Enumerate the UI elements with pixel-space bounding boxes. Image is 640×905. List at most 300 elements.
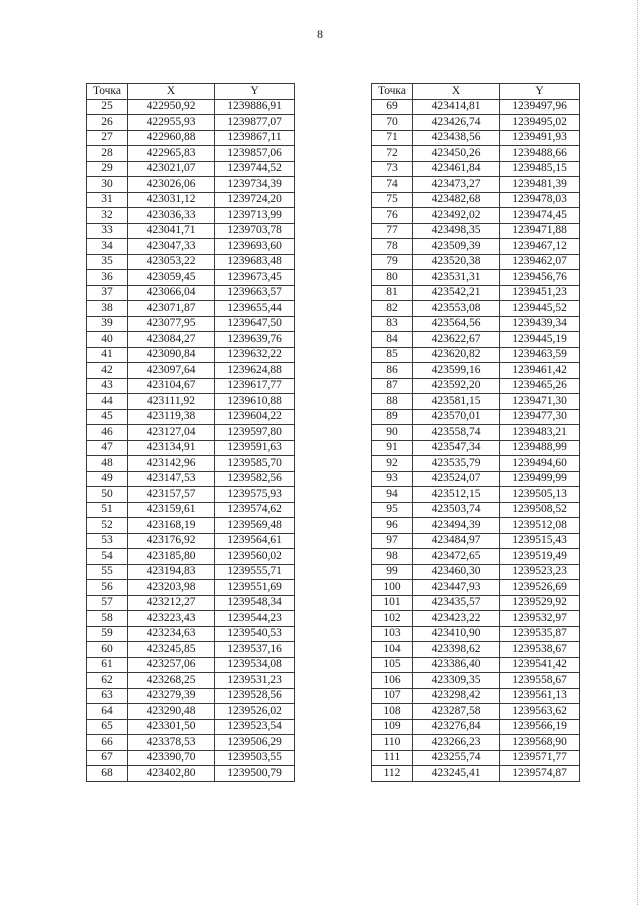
point-cell: 82 xyxy=(372,301,413,317)
table-row xyxy=(87,146,295,162)
point-cell: 25 xyxy=(87,99,128,115)
x-cell: 423509,39 xyxy=(413,239,500,255)
x-cell: 423298,42 xyxy=(413,688,500,704)
x-cell: 423512,15 xyxy=(413,487,500,503)
table-row xyxy=(372,704,580,720)
y-cell: 1239499,99 xyxy=(500,471,580,487)
y-cell: 1239574,87 xyxy=(500,766,580,782)
table-row xyxy=(87,487,295,503)
table-row xyxy=(372,611,580,627)
y-cell: 1239515,43 xyxy=(500,533,580,549)
y-cell: 1239575,93 xyxy=(215,487,295,503)
table-row xyxy=(372,347,580,363)
y-cell: 1239523,54 xyxy=(215,719,295,735)
x-cell: 423438,56 xyxy=(413,130,500,146)
x-cell: 423524,07 xyxy=(413,471,500,487)
x-cell: 423423,22 xyxy=(413,611,500,627)
table-row xyxy=(87,378,295,394)
table-row xyxy=(372,642,580,658)
point-cell: 74 xyxy=(372,177,413,193)
point-cell: 29 xyxy=(87,161,128,177)
x-cell: 423498,35 xyxy=(413,223,500,239)
point-cell: 107 xyxy=(372,688,413,704)
y-cell: 1239574,62 xyxy=(215,502,295,518)
x-cell: 423168,19 xyxy=(128,518,215,534)
point-cell: 32 xyxy=(87,208,128,224)
point-cell: 94 xyxy=(372,487,413,503)
y-cell: 1239683,48 xyxy=(215,254,295,270)
table-row xyxy=(372,285,580,301)
y-cell: 1239481,39 xyxy=(500,177,580,193)
y-cell: 1239571,77 xyxy=(500,750,580,766)
table-row xyxy=(372,735,580,751)
point-cell: 41 xyxy=(87,347,128,363)
x-cell: 423473,27 xyxy=(413,177,500,193)
x-cell: 423542,21 xyxy=(413,285,500,301)
table-row xyxy=(87,564,295,580)
y-cell: 1239462,07 xyxy=(500,254,580,270)
x-cell: 423047,33 xyxy=(128,239,215,255)
x-cell: 423147,53 xyxy=(128,471,215,487)
x-cell: 423492,02 xyxy=(413,208,500,224)
table-row xyxy=(87,611,295,627)
y-cell: 1239528,56 xyxy=(215,688,295,704)
y-cell: 1239485,15 xyxy=(500,161,580,177)
table-row xyxy=(372,766,580,782)
x-cell: 423041,71 xyxy=(128,223,215,239)
x-cell: 423119,38 xyxy=(128,409,215,425)
x-cell: 423287,58 xyxy=(413,704,500,720)
y-cell: 1239604,22 xyxy=(215,409,295,425)
y-cell: 1239558,67 xyxy=(500,673,580,689)
x-cell: 423494,39 xyxy=(413,518,500,534)
table-row xyxy=(87,750,295,766)
point-cell: 87 xyxy=(372,378,413,394)
x-cell: 423212,27 xyxy=(128,595,215,611)
table-row xyxy=(372,657,580,673)
x-cell: 423435,57 xyxy=(413,595,500,611)
x-cell: 423472,65 xyxy=(413,549,500,565)
x-cell: 423053,22 xyxy=(128,254,215,270)
point-cell: 38 xyxy=(87,301,128,317)
point-cell: 91 xyxy=(372,440,413,456)
x-cell: 423276,84 xyxy=(413,719,500,735)
point-cell: 64 xyxy=(87,704,128,720)
table-row xyxy=(87,177,295,193)
x-cell: 422955,93 xyxy=(128,115,215,131)
y-cell: 1239483,21 xyxy=(500,425,580,441)
point-cell: 33 xyxy=(87,223,128,239)
point-cell: 58 xyxy=(87,611,128,627)
point-cell: 39 xyxy=(87,316,128,332)
table-row xyxy=(372,363,580,379)
y-cell: 1239526,02 xyxy=(215,704,295,720)
x-cell: 423570,01 xyxy=(413,409,500,425)
x-cell: 423531,31 xyxy=(413,270,500,286)
point-cell: 26 xyxy=(87,115,128,131)
point-cell: 57 xyxy=(87,595,128,611)
x-cell: 423378,53 xyxy=(128,735,215,751)
y-cell: 1239471,30 xyxy=(500,394,580,410)
table-row xyxy=(372,130,580,146)
y-cell: 1239564,61 xyxy=(215,533,295,549)
y-cell: 1239673,45 xyxy=(215,270,295,286)
point-cell: 89 xyxy=(372,409,413,425)
x-cell: 423090,84 xyxy=(128,347,215,363)
point-cell: 103 xyxy=(372,626,413,642)
y-cell: 1239445,52 xyxy=(500,301,580,317)
table-row xyxy=(87,363,295,379)
table-row xyxy=(372,177,580,193)
x-cell: 423503,74 xyxy=(413,502,500,518)
table-row xyxy=(87,688,295,704)
y-cell: 1239445,19 xyxy=(500,332,580,348)
point-cell: 49 xyxy=(87,471,128,487)
table-row xyxy=(87,301,295,317)
table-row xyxy=(372,518,580,534)
header-y: Y xyxy=(500,84,580,100)
point-cell: 68 xyxy=(87,766,128,782)
table-row xyxy=(87,502,295,518)
x-cell: 423599,16 xyxy=(413,363,500,379)
table-row xyxy=(87,347,295,363)
y-cell: 1239713,99 xyxy=(215,208,295,224)
point-cell: 27 xyxy=(87,130,128,146)
table-header-row xyxy=(372,84,580,100)
table-row xyxy=(372,719,580,735)
x-cell: 423059,45 xyxy=(128,270,215,286)
y-cell: 1239463,59 xyxy=(500,347,580,363)
table-row xyxy=(372,254,580,270)
page-number: 8 xyxy=(317,27,323,41)
table-row xyxy=(372,99,580,115)
header-point: Точка xyxy=(372,84,413,100)
y-cell: 1239488,99 xyxy=(500,440,580,456)
table-row xyxy=(87,425,295,441)
point-cell: 79 xyxy=(372,254,413,270)
y-cell: 1239491,93 xyxy=(500,130,580,146)
x-cell: 423127,04 xyxy=(128,425,215,441)
y-cell: 1239561,13 xyxy=(500,688,580,704)
x-cell: 423414,81 xyxy=(413,99,500,115)
point-cell: 51 xyxy=(87,502,128,518)
table-row xyxy=(372,564,580,580)
x-cell: 423111,92 xyxy=(128,394,215,410)
point-cell: 67 xyxy=(87,750,128,766)
point-cell: 111 xyxy=(372,750,413,766)
table-row xyxy=(87,115,295,131)
y-cell: 1239585,70 xyxy=(215,456,295,472)
table-row xyxy=(87,409,295,425)
point-cell: 101 xyxy=(372,595,413,611)
y-cell: 1239535,87 xyxy=(500,626,580,642)
point-cell: 56 xyxy=(87,580,128,596)
x-cell: 423447,93 xyxy=(413,580,500,596)
x-cell: 423301,50 xyxy=(128,719,215,735)
y-cell: 1239500,79 xyxy=(215,766,295,782)
y-cell: 1239538,67 xyxy=(500,642,580,658)
point-cell: 83 xyxy=(372,316,413,332)
table-row xyxy=(372,688,580,704)
y-cell: 1239471,88 xyxy=(500,223,580,239)
y-cell: 1239610,88 xyxy=(215,394,295,410)
y-cell: 1239639,76 xyxy=(215,332,295,348)
table-row xyxy=(372,471,580,487)
x-cell: 423460,30 xyxy=(413,564,500,580)
point-cell: 36 xyxy=(87,270,128,286)
y-cell: 1239534,08 xyxy=(215,657,295,673)
point-cell: 90 xyxy=(372,425,413,441)
y-cell: 1239505,13 xyxy=(500,487,580,503)
y-cell: 1239519,49 xyxy=(500,549,580,565)
x-cell: 423402,80 xyxy=(128,766,215,782)
x-cell: 422950,92 xyxy=(128,99,215,115)
y-cell: 1239551,69 xyxy=(215,580,295,596)
x-cell: 423245,41 xyxy=(413,766,500,782)
point-cell: 28 xyxy=(87,146,128,162)
y-cell: 1239555,71 xyxy=(215,564,295,580)
y-cell: 1239597,80 xyxy=(215,425,295,441)
y-cell: 1239494,60 xyxy=(500,456,580,472)
table-row xyxy=(372,223,580,239)
y-cell: 1239724,20 xyxy=(215,192,295,208)
point-cell: 112 xyxy=(372,766,413,782)
table-row xyxy=(87,316,295,332)
point-cell: 54 xyxy=(87,549,128,565)
x-cell: 423134,91 xyxy=(128,440,215,456)
table-row xyxy=(87,239,295,255)
point-cell: 72 xyxy=(372,146,413,162)
point-cell: 60 xyxy=(87,642,128,658)
table-row xyxy=(372,533,580,549)
point-cell: 78 xyxy=(372,239,413,255)
table-row xyxy=(87,471,295,487)
header-x: X xyxy=(413,84,500,100)
y-cell: 1239497,96 xyxy=(500,99,580,115)
y-cell: 1239655,44 xyxy=(215,301,295,317)
x-cell: 423520,38 xyxy=(413,254,500,270)
point-cell: 62 xyxy=(87,673,128,689)
table-row xyxy=(372,409,580,425)
point-cell: 88 xyxy=(372,394,413,410)
table-row xyxy=(372,239,580,255)
x-cell: 423084,27 xyxy=(128,332,215,348)
point-cell: 86 xyxy=(372,363,413,379)
point-cell: 71 xyxy=(372,130,413,146)
point-cell: 59 xyxy=(87,626,128,642)
x-cell: 423461,84 xyxy=(413,161,500,177)
x-cell: 423390,70 xyxy=(128,750,215,766)
x-cell: 423036,33 xyxy=(128,208,215,224)
point-cell: 47 xyxy=(87,440,128,456)
point-cell: 85 xyxy=(372,347,413,363)
y-cell: 1239540,53 xyxy=(215,626,295,642)
point-cell: 69 xyxy=(372,99,413,115)
point-cell: 63 xyxy=(87,688,128,704)
table-row xyxy=(372,301,580,317)
coordinates-table-left xyxy=(86,83,295,782)
point-cell: 53 xyxy=(87,533,128,549)
x-cell: 423066,04 xyxy=(128,285,215,301)
table-row xyxy=(372,502,580,518)
y-cell: 1239477,30 xyxy=(500,409,580,425)
x-cell: 423185,80 xyxy=(128,549,215,565)
y-cell: 1239526,69 xyxy=(500,580,580,596)
point-cell: 73 xyxy=(372,161,413,177)
y-cell: 1239541,42 xyxy=(500,657,580,673)
point-cell: 105 xyxy=(372,657,413,673)
x-cell: 423159,61 xyxy=(128,502,215,518)
y-cell: 1239488,66 xyxy=(500,146,580,162)
x-cell: 423553,08 xyxy=(413,301,500,317)
y-cell: 1239663,57 xyxy=(215,285,295,301)
table-row xyxy=(372,595,580,611)
point-cell: 30 xyxy=(87,177,128,193)
table-row xyxy=(372,192,580,208)
table-row xyxy=(87,704,295,720)
x-cell: 423257,06 xyxy=(128,657,215,673)
table-row xyxy=(87,766,295,782)
point-cell: 92 xyxy=(372,456,413,472)
point-cell: 70 xyxy=(372,115,413,131)
y-cell: 1239867,11 xyxy=(215,130,295,146)
table-row xyxy=(87,270,295,286)
x-cell: 423290,48 xyxy=(128,704,215,720)
page-edge-line xyxy=(636,0,638,905)
table-row xyxy=(372,394,580,410)
table-header-row xyxy=(87,84,295,100)
point-cell: 50 xyxy=(87,487,128,503)
y-cell: 1239566,19 xyxy=(500,719,580,735)
table-row xyxy=(87,254,295,270)
table-row xyxy=(87,719,295,735)
point-cell: 76 xyxy=(372,208,413,224)
table-row xyxy=(372,161,580,177)
point-cell: 106 xyxy=(372,673,413,689)
table-row xyxy=(87,161,295,177)
point-cell: 42 xyxy=(87,363,128,379)
point-cell: 80 xyxy=(372,270,413,286)
point-cell: 48 xyxy=(87,456,128,472)
x-cell: 423266,23 xyxy=(413,735,500,751)
x-cell: 423142,96 xyxy=(128,456,215,472)
point-cell: 108 xyxy=(372,704,413,720)
point-cell: 93 xyxy=(372,471,413,487)
x-cell: 423535,79 xyxy=(413,456,500,472)
x-cell: 423547,34 xyxy=(413,440,500,456)
x-cell: 423194,83 xyxy=(128,564,215,580)
y-cell: 1239478,03 xyxy=(500,192,580,208)
point-cell: 35 xyxy=(87,254,128,270)
point-cell: 40 xyxy=(87,332,128,348)
y-cell: 1239537,16 xyxy=(215,642,295,658)
table-row xyxy=(87,192,295,208)
y-cell: 1239647,50 xyxy=(215,316,295,332)
x-cell: 423581,15 xyxy=(413,394,500,410)
x-cell: 423104,67 xyxy=(128,378,215,394)
point-cell: 61 xyxy=(87,657,128,673)
x-cell: 423410,90 xyxy=(413,626,500,642)
y-cell: 1239703,78 xyxy=(215,223,295,239)
point-cell: 45 xyxy=(87,409,128,425)
y-cell: 1239857,06 xyxy=(215,146,295,162)
y-cell: 1239886,91 xyxy=(215,99,295,115)
table-row xyxy=(372,440,580,456)
point-cell: 37 xyxy=(87,285,128,301)
table-row xyxy=(372,456,580,472)
point-cell: 84 xyxy=(372,332,413,348)
x-cell: 423592,20 xyxy=(413,378,500,394)
table-row xyxy=(87,518,295,534)
table-row xyxy=(372,549,580,565)
y-cell: 1239591,63 xyxy=(215,440,295,456)
point-cell: 81 xyxy=(372,285,413,301)
x-cell: 423026,06 xyxy=(128,177,215,193)
table-row xyxy=(372,115,580,131)
y-cell: 1239474,45 xyxy=(500,208,580,224)
table-row xyxy=(87,626,295,642)
x-cell: 423245,85 xyxy=(128,642,215,658)
point-cell: 97 xyxy=(372,533,413,549)
x-cell: 423268,25 xyxy=(128,673,215,689)
coordinates-table-right xyxy=(371,83,580,782)
x-cell: 423450,26 xyxy=(413,146,500,162)
table-row xyxy=(87,657,295,673)
point-cell: 31 xyxy=(87,192,128,208)
point-cell: 65 xyxy=(87,719,128,735)
table-row xyxy=(372,208,580,224)
header-point: Точка xyxy=(87,84,128,100)
header-y: Y xyxy=(215,84,295,100)
table-row xyxy=(87,130,295,146)
table-row xyxy=(87,735,295,751)
y-cell: 1239582,56 xyxy=(215,471,295,487)
table-row xyxy=(87,285,295,301)
point-cell: 110 xyxy=(372,735,413,751)
point-cell: 98 xyxy=(372,549,413,565)
table-row xyxy=(87,332,295,348)
x-cell: 423255,74 xyxy=(413,750,500,766)
table-row xyxy=(87,394,295,410)
x-cell: 423564,56 xyxy=(413,316,500,332)
y-cell: 1239512,08 xyxy=(500,518,580,534)
y-cell: 1239568,90 xyxy=(500,735,580,751)
y-cell: 1239465,26 xyxy=(500,378,580,394)
x-cell: 423234,63 xyxy=(128,626,215,642)
table-row xyxy=(372,673,580,689)
y-cell: 1239877,07 xyxy=(215,115,295,131)
x-cell: 423157,57 xyxy=(128,487,215,503)
y-cell: 1239532,97 xyxy=(500,611,580,627)
point-cell: 52 xyxy=(87,518,128,534)
point-cell: 102 xyxy=(372,611,413,627)
y-cell: 1239495,02 xyxy=(500,115,580,131)
y-cell: 1239744,52 xyxy=(215,161,295,177)
table-row xyxy=(87,456,295,472)
table-row xyxy=(372,270,580,286)
x-cell: 423279,39 xyxy=(128,688,215,704)
point-cell: 44 xyxy=(87,394,128,410)
y-cell: 1239508,52 xyxy=(500,502,580,518)
y-cell: 1239529,92 xyxy=(500,595,580,611)
y-cell: 1239506,29 xyxy=(215,735,295,751)
x-cell: 423176,92 xyxy=(128,533,215,549)
table-row xyxy=(372,316,580,332)
y-cell: 1239451,23 xyxy=(500,285,580,301)
table-row xyxy=(87,595,295,611)
table-row xyxy=(372,580,580,596)
point-cell: 109 xyxy=(372,719,413,735)
